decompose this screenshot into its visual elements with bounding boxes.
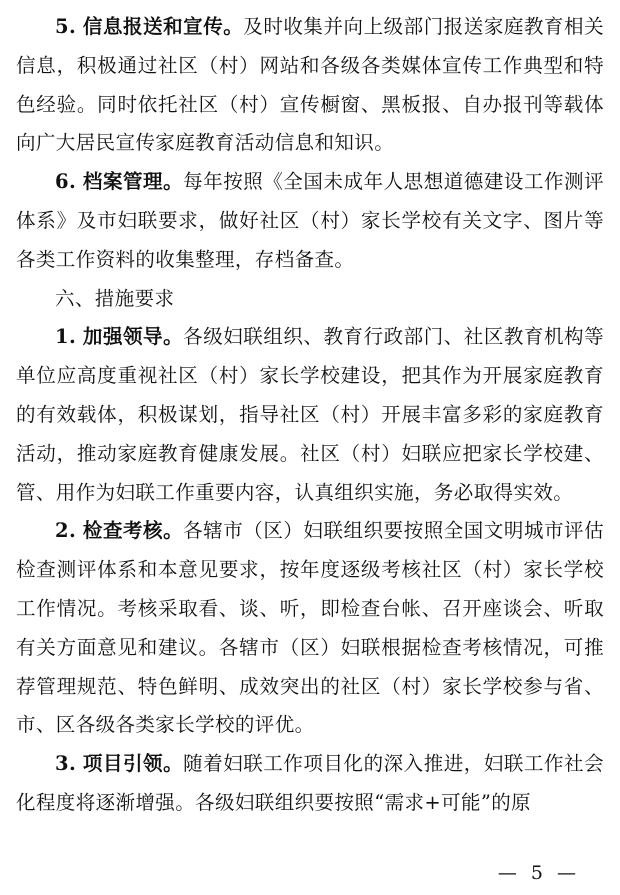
item-number: 3.: [55, 752, 77, 776]
item-text: 每年按照《全国未成年人思想道德建设工作测评体系》及市妇联要求，做好社区（村）家长学校有关文字、图片等各类工作资料的收集整理，存档备查。: [16, 170, 604, 271]
document-page: [16, 8, 604, 823]
item-number: 5.: [55, 15, 77, 38]
paragraph-info-reporting: [16, 8, 604, 163]
item-title: 检查考核。: [82, 519, 184, 543]
paragraph-project-guidance: [16, 745, 604, 823]
paragraph-strengthen-leadership: [16, 318, 604, 512]
item-number: 2.: [55, 519, 77, 543]
item-text: 随着妇联工作项目化的深入推进，妇联工作社会化程度将逐渐增强。各级妇联组织要按照“需求+可能”的原: [16, 752, 604, 814]
item-number: 6.: [55, 170, 77, 194]
paragraph-archive-management: [16, 163, 604, 279]
paragraph-inspection-assessment: [16, 512, 604, 745]
section-heading: 六、措施要求: [55, 286, 175, 310]
item-text: 各辖市（区）妇联组织要按照全国文明城市评估检查测评体系和本意见要求，按年度逐级考核社区（村）家长学校工作情况。考核采取看、谈、听，即检查台帐、召开座谈会、听取有关方面意见和建议。各辖市（区）妇联根据检查考核情况，可推荐管理规范、特色鲜明、成效突出的社区（村）家长学校参与省、市、区各级各类家长学校的评优。: [16, 519, 604, 737]
page-number: — 5 —: [497, 862, 580, 884]
item-text: 各级妇联组织、教育行政部门、社区教育机构等单位应高度重视社区（村）家长学校建设，把其作为开展家庭教育的有效载体，积极谋划，指导社区（村）开展丰富多彩的家庭教育活动，推动家庭教育健康发展。社区（村）妇联应把家长学校建、管、用作为妇联工作重要内容，认真组织实施，务必取得实效。: [16, 325, 604, 504]
item-title: 加强领导。: [82, 325, 184, 349]
item-title: 项目引领。: [82, 752, 184, 776]
item-number: 1.: [55, 325, 77, 349]
item-title: 档案管理。: [82, 170, 184, 194]
item-title: 信息报送和宣传。: [82, 15, 244, 38]
item-text: 及时收集并向上级部门报送家庭教育相关信息，积极通过社区（村）网站和各级各类媒体宣传工作典型和特色经验。同时依托社区（村）宣传橱窗、黑板报、自办报刊等载体向广大居民宣传家庭教育活动信息和知识。: [16, 15, 604, 155]
